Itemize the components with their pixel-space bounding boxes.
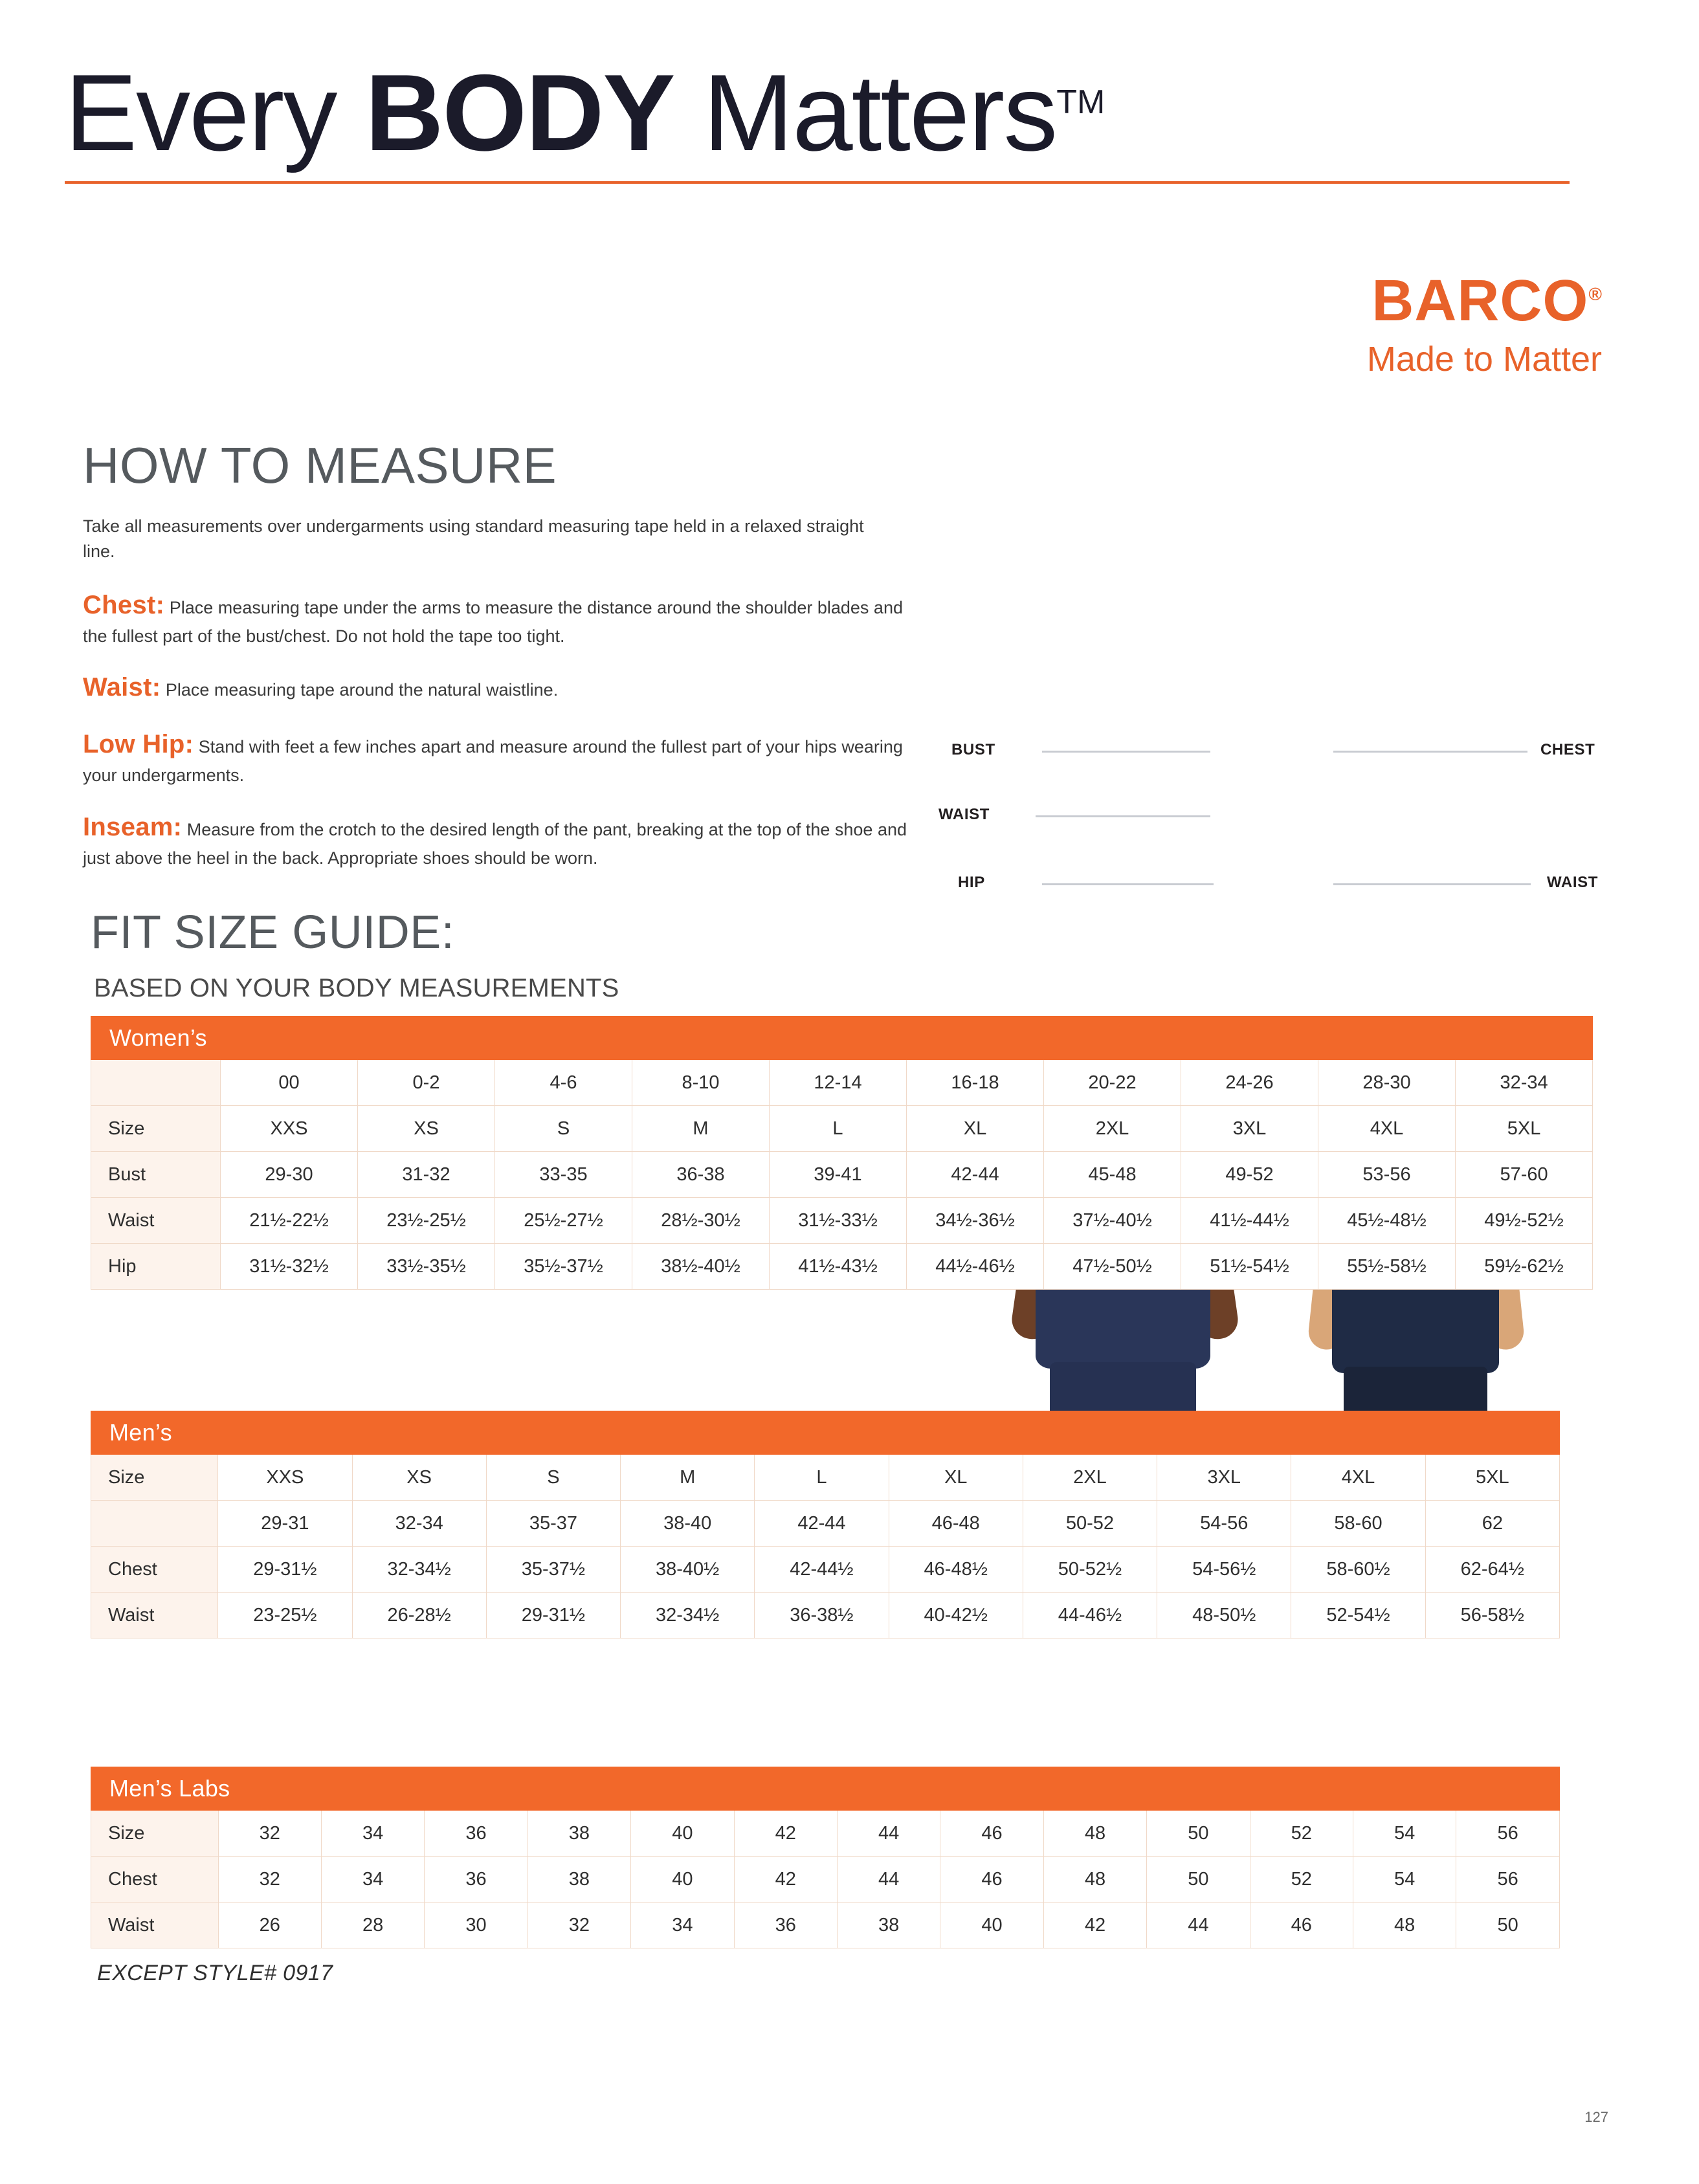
table-mens-band-row bbox=[91, 1411, 1560, 1455]
cell: 38 bbox=[837, 1903, 940, 1948]
fit-size-guide-heading: FIT SIZE GUIDE: bbox=[91, 907, 455, 958]
cell: 48-50½ bbox=[1157, 1593, 1291, 1638]
cell: 2XL bbox=[1023, 1455, 1157, 1501]
cell: 30 bbox=[425, 1903, 527, 1948]
cell: 34½-36½ bbox=[907, 1198, 1044, 1244]
table-row bbox=[91, 1593, 1560, 1638]
cell: 8-10 bbox=[632, 1060, 770, 1106]
cell: 41½-44½ bbox=[1181, 1198, 1318, 1244]
cell: 38-40½ bbox=[621, 1547, 755, 1593]
cell: L bbox=[770, 1106, 907, 1152]
except-style-note: EXCEPT STYLE# 0917 bbox=[97, 1961, 333, 1985]
table-womens-band-row bbox=[91, 1017, 1593, 1060]
masthead bbox=[65, 52, 1634, 184]
cell: 4-6 bbox=[495, 1060, 632, 1106]
page-number: 127 bbox=[1584, 2109, 1608, 2125]
label-bust: BUST bbox=[951, 741, 995, 758]
cell: 28 bbox=[321, 1903, 424, 1948]
table-mens-band-label: Men’s bbox=[91, 1411, 1560, 1455]
brand-name bbox=[1367, 269, 1602, 333]
cell: 50-52½ bbox=[1023, 1547, 1157, 1593]
cell: 21½-22½ bbox=[221, 1198, 358, 1244]
cell: 58-60½ bbox=[1291, 1547, 1425, 1593]
table-row bbox=[91, 1501, 1560, 1547]
cell: 62 bbox=[1425, 1501, 1559, 1547]
cell: 36 bbox=[425, 1857, 527, 1903]
cell: 35-37½ bbox=[486, 1547, 620, 1593]
cell: 44 bbox=[837, 1857, 940, 1903]
title-word-matters: Matters bbox=[674, 52, 1057, 173]
row-label: Bust bbox=[91, 1152, 221, 1198]
measure-item-low-hip bbox=[83, 725, 918, 788]
measure-item-waist-text: Place measuring tape around the natural waistline. bbox=[161, 680, 559, 700]
cell: 23½-25½ bbox=[358, 1198, 495, 1244]
cell: 29-30 bbox=[221, 1152, 358, 1198]
cell: XS bbox=[352, 1455, 486, 1501]
cell: 49-52 bbox=[1181, 1152, 1318, 1198]
cell: 20-22 bbox=[1044, 1060, 1181, 1106]
table-row bbox=[91, 1198, 1593, 1244]
cell: 44 bbox=[837, 1811, 940, 1857]
cell: 34 bbox=[321, 1857, 424, 1903]
row-label: Chest bbox=[91, 1547, 218, 1593]
cell: 52 bbox=[1250, 1811, 1353, 1857]
cell: 57-60 bbox=[1456, 1152, 1593, 1198]
cell: 4XL bbox=[1318, 1106, 1456, 1152]
cell: 56 bbox=[1456, 1857, 1560, 1903]
cell: 36 bbox=[425, 1811, 527, 1857]
row-label: Waist bbox=[91, 1903, 219, 1948]
table-row bbox=[91, 1244, 1593, 1290]
cell: 40 bbox=[940, 1903, 1043, 1948]
cell: 32 bbox=[218, 1857, 321, 1903]
label-waist-right: WAIST bbox=[1547, 874, 1598, 891]
cell: 51½-54½ bbox=[1181, 1244, 1318, 1290]
cell: 62-64½ bbox=[1425, 1547, 1559, 1593]
cell: 29-31½ bbox=[218, 1547, 352, 1593]
label-chest: CHEST bbox=[1540, 741, 1595, 758]
cell: 38½-40½ bbox=[632, 1244, 770, 1290]
registered-mark: ® bbox=[1588, 284, 1602, 304]
cell: 29-31½ bbox=[486, 1593, 620, 1638]
row-label: Hip bbox=[91, 1244, 221, 1290]
cell: 00 bbox=[221, 1060, 358, 1106]
cell: 31-32 bbox=[358, 1152, 495, 1198]
cell: 12-14 bbox=[770, 1060, 907, 1106]
cell: 36-38½ bbox=[755, 1593, 889, 1638]
table-mens-labs-band-label: Men’s Labs bbox=[91, 1767, 1560, 1811]
row-label: Size bbox=[91, 1811, 219, 1857]
cell: 48 bbox=[1043, 1857, 1146, 1903]
measure-item-inseam-text: Measure from the crotch to the desired length of the pant, breaking at the top of the shoe and just above the heel in the back. Appropriate shoes should be worn. bbox=[83, 819, 907, 868]
cell: 36 bbox=[734, 1903, 837, 1948]
chest-measure-line bbox=[1333, 751, 1527, 753]
table-row bbox=[91, 1060, 1593, 1106]
cell: XS bbox=[358, 1106, 495, 1152]
cell: 34 bbox=[321, 1811, 424, 1857]
cell: 39-41 bbox=[770, 1152, 907, 1198]
cell: XL bbox=[889, 1455, 1023, 1501]
measure-item-chest-text: Place measuring tape under the arms to measure the distance around the shoulder blades and the fullest part of the bust/chest. Do not hold the tape too tight. bbox=[83, 598, 903, 646]
brand-logo bbox=[1366, 269, 1602, 379]
cell: 50-52 bbox=[1023, 1501, 1157, 1547]
cell: 46 bbox=[940, 1811, 1043, 1857]
brand-tagline: Made to Matter bbox=[1366, 340, 1602, 379]
table-row bbox=[91, 1857, 1560, 1903]
cell: 42 bbox=[734, 1811, 837, 1857]
cell: 58-60 bbox=[1291, 1501, 1425, 1547]
cell: 47½-50½ bbox=[1044, 1244, 1181, 1290]
cell: 35½-37½ bbox=[495, 1244, 632, 1290]
trademark-mark: TM bbox=[1056, 83, 1105, 121]
measure-item-low-hip-label: Low Hip: bbox=[83, 730, 194, 759]
table-mens-labs-band-row bbox=[91, 1767, 1560, 1811]
cell: 54-56½ bbox=[1157, 1547, 1291, 1593]
cell: 50 bbox=[1147, 1811, 1250, 1857]
table-row bbox=[91, 1106, 1593, 1152]
cell: 46 bbox=[1250, 1903, 1353, 1948]
cell: 40 bbox=[631, 1811, 734, 1857]
cell: 34 bbox=[631, 1903, 734, 1948]
cell: 31½-33½ bbox=[770, 1198, 907, 1244]
table-row bbox=[91, 1811, 1560, 1857]
cell: 54 bbox=[1353, 1857, 1456, 1903]
cell: 32 bbox=[527, 1903, 630, 1948]
cell: 33½-35½ bbox=[358, 1244, 495, 1290]
cell: 23-25½ bbox=[218, 1593, 352, 1638]
cell: 42-44 bbox=[907, 1152, 1044, 1198]
cell: 46-48 bbox=[889, 1501, 1023, 1547]
measure-item-low-hip-text: Stand with feet a few inches apart and measure around the fullest part of your hips wearing your undergarments. bbox=[83, 737, 903, 786]
table-row bbox=[91, 1455, 1560, 1501]
cell: S bbox=[495, 1106, 632, 1152]
cell: 42 bbox=[734, 1857, 837, 1903]
cell: 50 bbox=[1456, 1903, 1560, 1948]
title-word-every: Every bbox=[65, 52, 366, 173]
brand-name-text: BARCO bbox=[1371, 269, 1589, 333]
cell: 38 bbox=[527, 1811, 630, 1857]
bust-measure-line bbox=[1042, 751, 1210, 753]
cell: XXS bbox=[221, 1106, 358, 1152]
cell: 46-48½ bbox=[889, 1547, 1023, 1593]
page-title bbox=[65, 52, 1634, 173]
cell: 40-42½ bbox=[889, 1593, 1023, 1638]
cell: 38 bbox=[527, 1857, 630, 1903]
cell: 42-44½ bbox=[755, 1547, 889, 1593]
cell: 35-37 bbox=[486, 1501, 620, 1547]
cell: 0-2 bbox=[358, 1060, 495, 1106]
cell: 32-34½ bbox=[621, 1593, 755, 1638]
table-mens-labs bbox=[91, 1767, 1560, 1948]
model-photos bbox=[938, 498, 1625, 1035]
cell: 32-34½ bbox=[352, 1547, 486, 1593]
waist-measure-line-male bbox=[1333, 883, 1531, 885]
how-to-measure-section bbox=[83, 437, 937, 890]
cell: 44½-46½ bbox=[907, 1244, 1044, 1290]
measure-item-inseam-label: Inseam: bbox=[83, 812, 183, 841]
cell: 45-48 bbox=[1044, 1152, 1181, 1198]
label-hip: HIP bbox=[958, 874, 985, 891]
table-row bbox=[91, 1152, 1593, 1198]
cell: 28-30 bbox=[1318, 1060, 1456, 1106]
cell: 45½-48½ bbox=[1318, 1198, 1456, 1244]
cell: 56-58½ bbox=[1425, 1593, 1559, 1638]
table-row bbox=[91, 1903, 1560, 1948]
cell: 26 bbox=[218, 1903, 321, 1948]
cell: 33-35 bbox=[495, 1152, 632, 1198]
measure-item-waist bbox=[83, 668, 918, 706]
row-label: Waist bbox=[91, 1593, 218, 1638]
cell: 32 bbox=[218, 1811, 321, 1857]
cell: 49½-52½ bbox=[1456, 1198, 1593, 1244]
cell: 37½-40½ bbox=[1044, 1198, 1181, 1244]
table-womens bbox=[91, 1016, 1593, 1290]
cell: 31½-32½ bbox=[221, 1244, 358, 1290]
cell: 25½-27½ bbox=[495, 1198, 632, 1244]
cell: 24-26 bbox=[1181, 1060, 1318, 1106]
cell: S bbox=[486, 1455, 620, 1501]
table-womens-band-label: Women’s bbox=[91, 1017, 1593, 1060]
cell: 38-40 bbox=[621, 1501, 755, 1547]
cell: 48 bbox=[1353, 1903, 1456, 1948]
row-label: Chest bbox=[91, 1857, 219, 1903]
cell: 5XL bbox=[1425, 1455, 1559, 1501]
measure-item-chest bbox=[83, 586, 918, 649]
row-label: Size bbox=[91, 1106, 221, 1152]
cell: 56 bbox=[1456, 1811, 1560, 1857]
cell: 32-34 bbox=[1456, 1060, 1593, 1106]
cell: 2XL bbox=[1044, 1106, 1181, 1152]
waist-measure-line-female bbox=[1036, 815, 1210, 817]
measure-item-waist-label: Waist: bbox=[83, 673, 161, 702]
hip-measure-line bbox=[1042, 883, 1214, 885]
masthead-divider bbox=[65, 181, 1570, 184]
cell: 42 bbox=[1043, 1903, 1146, 1948]
cell: 42-44 bbox=[755, 1501, 889, 1547]
cell: L bbox=[755, 1455, 889, 1501]
fit-size-guide-subheading: BASED ON YOUR BODY MEASUREMENTS bbox=[94, 974, 619, 1002]
cell: XXS bbox=[218, 1455, 352, 1501]
cell: 48 bbox=[1043, 1811, 1146, 1857]
cell: 26-28½ bbox=[352, 1593, 486, 1638]
how-to-measure-intro: Take all measurements over undergarments using standard measuring tape held in a relaxed straight line. bbox=[83, 516, 864, 562]
cell: 4XL bbox=[1291, 1455, 1425, 1501]
row-label bbox=[91, 1501, 218, 1547]
cell: 36-38 bbox=[632, 1152, 770, 1198]
row-label: Waist bbox=[91, 1198, 221, 1244]
how-to-measure-heading: HOW TO MEASURE bbox=[83, 437, 557, 494]
cell: 52-54½ bbox=[1291, 1593, 1425, 1638]
cell: 54-56 bbox=[1157, 1501, 1291, 1547]
cell: 54 bbox=[1353, 1811, 1456, 1857]
cell: 5XL bbox=[1456, 1106, 1593, 1152]
measure-item-inseam bbox=[83, 808, 918, 871]
label-waist-left: WAIST bbox=[938, 806, 990, 823]
cell: 53-56 bbox=[1318, 1152, 1456, 1198]
row-label: Size bbox=[91, 1455, 218, 1501]
cell: 28½-30½ bbox=[632, 1198, 770, 1244]
cell: 50 bbox=[1147, 1857, 1250, 1903]
cell: 16-18 bbox=[907, 1060, 1044, 1106]
cell: 3XL bbox=[1157, 1455, 1291, 1501]
cell: 3XL bbox=[1181, 1106, 1318, 1152]
row-label bbox=[91, 1060, 221, 1106]
cell: 44 bbox=[1147, 1903, 1250, 1948]
table-row bbox=[91, 1547, 1560, 1593]
cell: 44-46½ bbox=[1023, 1593, 1157, 1638]
table-mens bbox=[91, 1411, 1560, 1638]
title-word-body: BODY bbox=[365, 52, 674, 173]
cell: 32-34 bbox=[352, 1501, 486, 1547]
cell: M bbox=[621, 1455, 755, 1501]
cell: 52 bbox=[1250, 1857, 1353, 1903]
cell: 55½-58½ bbox=[1318, 1244, 1456, 1290]
cell: XL bbox=[907, 1106, 1044, 1152]
cell: 29-31 bbox=[218, 1501, 352, 1547]
cell: 41½-43½ bbox=[770, 1244, 907, 1290]
cell: 59½-62½ bbox=[1456, 1244, 1593, 1290]
cell: M bbox=[632, 1106, 770, 1152]
cell: 40 bbox=[631, 1857, 734, 1903]
measure-item-chest-label: Chest: bbox=[83, 591, 165, 620]
cell: 46 bbox=[940, 1857, 1043, 1903]
